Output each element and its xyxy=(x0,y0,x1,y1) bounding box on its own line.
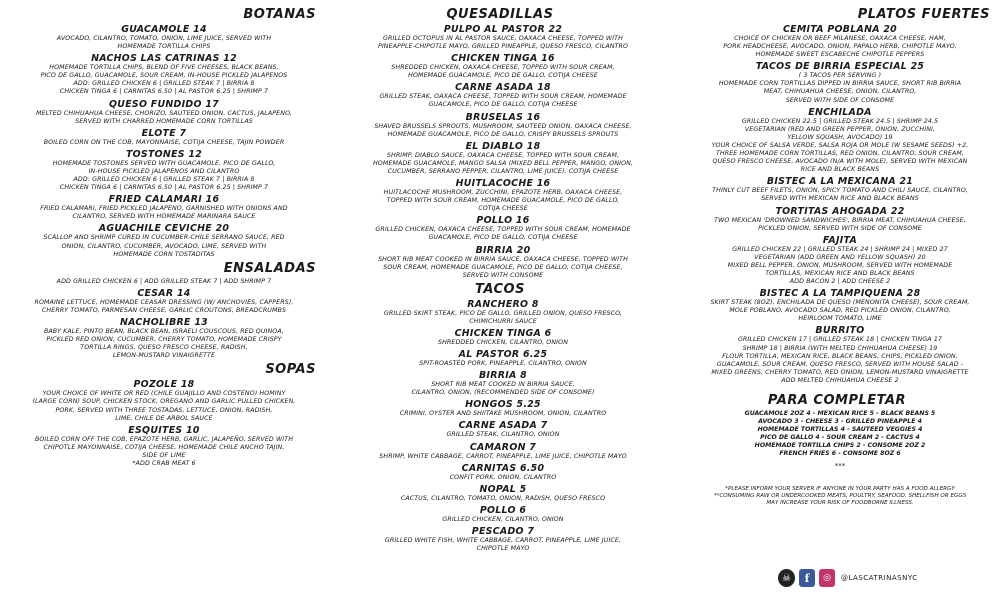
menu-item-description: QUESO FRESCO CHEESE, AVOCADO (N/A WITH MOLE), SERVED WITH MEXICAN xyxy=(712,158,968,166)
menu-item xyxy=(6,53,322,96)
menu-item-description: MEAT, CHIHUAHUA CHEESE, ONION, CILANTRO, xyxy=(763,88,917,96)
menu-item-description: BOILED CORN OFF THE COB, EPAZOTE HERB, GARLIC, JALAPEÑO, SERVED WITH xyxy=(34,435,294,443)
side-item-line: FRENCH FRIES 6 - CONSOME 8OZ 6 xyxy=(779,450,901,457)
note-line: *PLEASE INFORM YOUR SERVER IF ANYONE IN YOUR PARTY HAS A FOOD ALLERGY xyxy=(725,486,955,492)
menu-item-description: HOMEMADE GUACAMOLE, MANGO SALSA (MIXED BELL PEPPER, MANGO, ONION, xyxy=(372,159,634,167)
menu-item-name: AL PASTOR 6.25 xyxy=(458,349,548,361)
menu-item-description: GRILLED CHICKEN, OAXACA CHEESE, TOPPED WITH SOUR CREAM, HOMEMADE xyxy=(375,226,631,234)
menu-item xyxy=(338,112,668,139)
menu-item-name: BIRRIA 20 xyxy=(475,244,531,256)
menu-item-description: PINEAPPLE-CHIPOTLE MAYO, GRILLED PINEAPPLE, QUESO FRESCO, CILANTRO xyxy=(377,43,629,51)
menu-item-name: POLLO 6 xyxy=(479,504,527,516)
side-item-line: HOMEMADE TORTILLAS 4 - SAUTEED VEGGIES 4 xyxy=(757,426,923,433)
menu-item-description: SPIT-ROASTED PORK, PINEAPPLE, CILANTRO, ONION xyxy=(419,360,587,368)
menu-item-name: NOPAL 5 xyxy=(479,483,527,495)
menu-item xyxy=(338,505,668,524)
menu-item-description: PORK, SERVED WITH THREE TOSTADAS, LETTUCE, ONION, RADISH, xyxy=(55,406,273,414)
menu-item-description: GUACAMOLE, SOUR CREAM, QUESO FRESCO, SERVED WITH HOUSE SALAD - xyxy=(716,360,964,368)
menu-item-name: POLLO 16 xyxy=(476,215,530,227)
menu-item-name: CARNE ASADA 7 xyxy=(458,420,548,432)
menu-item-name: PESCADO 7 xyxy=(471,525,535,537)
menu-item-description: FRIED CALAMARI, FRIED PICKLED JALAPENO, GARNISHED WITH ONIONS AND xyxy=(40,205,288,213)
menu-item-description: SHREDDED CHICKEN, CILANTRO, ONION xyxy=(437,338,568,346)
menu-item-name: AGUACHILE CEVICHE 20 xyxy=(98,223,230,235)
side-item-line: GUACAMOLE 2OZ 4 - MEXICAN RICE 5 - BLACK BEANS 5 xyxy=(744,410,936,417)
menu-item xyxy=(684,235,996,286)
menu-item-description: VEGETARIAN (ADD GREEN AND YELLOW SQUASH) 20 xyxy=(754,253,926,261)
menu-item xyxy=(6,24,322,51)
menu-item-description: TORTILLAS, MEXICAN RICE AND BLACK BEANS xyxy=(765,269,915,277)
section-title-platos-fuertes: PLATOS FUERTES xyxy=(857,7,990,22)
menu-item-name: ELOTE 7 xyxy=(141,127,187,139)
menu-item-description: IN-HOUSE PICKLED JALAPENOS AND CILANTRO xyxy=(88,167,240,175)
menu-item-name: NACHOS LAS CATRINAS 12 xyxy=(91,53,237,65)
menu-item xyxy=(338,24,668,51)
allergy-notes xyxy=(684,486,996,507)
column-right xyxy=(684,6,996,597)
menu-item-description: CILANTRO, SERVED WITH HOMEMADE MARINARA SAUCE xyxy=(72,213,256,221)
menu-item xyxy=(338,349,668,368)
menu-item-description: CHERRY TOMATO, PARMESAN CHEESE, GARLIC CROUTONS, BREADCRUMBS xyxy=(41,306,287,314)
menu-item-name: CARNE ASADA 18 xyxy=(455,82,551,94)
menu-item-name: RANCHERO 8 xyxy=(467,298,539,310)
menu-item-description: BOILED CORN ON THE COB, MAYONNAISE, COTIJA CHEESE, TAJIN POWDER xyxy=(43,138,285,146)
social-bar xyxy=(778,569,918,587)
facebook-icon[interactable]: f xyxy=(799,569,815,587)
menu-item-description: SOUR CREAM, HOMEMADE GUACAMOLE, PICO DE GALLO, COTIJA CHEESE, xyxy=(383,263,623,271)
menu-item xyxy=(338,420,668,439)
menu-item xyxy=(6,194,322,221)
section-title-ensaladas: ENSALADAS xyxy=(223,260,316,276)
menu-item xyxy=(338,328,668,347)
menu-item-description: SIDE OF LIME xyxy=(142,451,186,459)
menu-item xyxy=(338,484,668,503)
menu-item-description: SHRIMP, DIABLO SAUCE, OAXACA CHEESE, TOPPED WITH SOUR CREAM, xyxy=(386,151,620,159)
menu-item-description: MOLE POBLANO, AVOCADO SALAD, RED PICKLED ONION, CILANTRO, xyxy=(729,307,951,315)
menu-item-description: HOMEMADE TOSTONES SERVED WITH GUACAMOLE, PICO DE GALLO, xyxy=(52,159,276,167)
menu-item-description: HEIRLOOM TOMATO, LIME xyxy=(798,315,882,323)
menu-item xyxy=(338,370,668,397)
menu-item-description: *ADD CRAB MEAT 6 xyxy=(132,460,196,467)
social-handle[interactable]: @LASCATRINASNYC xyxy=(841,574,918,582)
menu-item-description: GRILLED STEAK, CILANTRO, ONION xyxy=(446,431,560,439)
menu-item xyxy=(338,463,668,482)
menu-item-description: RICE AND BLACK BEANS xyxy=(800,166,880,174)
menu-item-description: YOUR CHOICE OF SALSA VERDE, SALSA ROJA OR MOLE (W SESAME SEEDS) +2, xyxy=(711,141,969,149)
menu-item-description: HOMEMADE GUACAMOLE, PICO DE GALLO, CRISPY BRUSSELS SPROUTS xyxy=(387,130,619,138)
menu-item-name: BURRITO xyxy=(815,325,865,337)
menu-item xyxy=(6,278,322,286)
menu-item-description: VEGETARIAN (RED AND GREEN PEPPER, ONION, ZUCCHINI, xyxy=(744,125,936,133)
menu-item-name: BISTEC A LA TAMPIQUENA 28 xyxy=(759,288,921,300)
menu-item-description: SCALLOP AND SHRIMP CURED IN CUCUMBER-CHILE SERRANO SAUCE, RED xyxy=(43,234,285,242)
menu-item xyxy=(684,288,996,323)
menu-item-description: SERVED WITH MEXICAN RICE AND BLACK BEANS xyxy=(761,195,919,203)
menu-item-name: POZOLE 18 xyxy=(133,379,195,391)
menu-item-description: (LARGE CORN) SOUP, CHICKEN STOCK, OREGANO AND GARLIC PULLED CHICKEN, xyxy=(32,398,296,406)
menu-item-description: FLOUR TORTILLA, MEXICAN RICE, BLACK BEANS, CHIPS, PICKLED ONION, xyxy=(722,352,958,360)
menu-item-description: GRILLED CHICKEN, CILANTRO, ONION xyxy=(442,515,564,523)
menu-item-description: CHIMICHURRI SAUCE xyxy=(469,317,537,325)
menu-item-description: CHICKEN TINGA 6 | CARNITAS 6.50 | AL PASTOR 6.25 | SHRIMP 7 xyxy=(59,184,269,192)
menu-item-description: ONION, CILANTRO, CUCUMBER, AVOCADO, LIME, SERVED WITH xyxy=(61,242,267,250)
menu-item-description: GUACAMOLE, PICO DE GALLO, COTIJA CHEESE xyxy=(428,101,578,109)
menu-item xyxy=(6,99,322,126)
menu-item-name: BIRRIA 8 xyxy=(478,370,527,382)
menu-item-description: GRILLED SKIRT STEAK, PICO DE GALLO, GRILLED ONION, QUESO FRESCO, xyxy=(383,309,623,317)
menu-item xyxy=(338,526,668,553)
menu-item-name: NACHOLIBRE 13 xyxy=(120,316,208,328)
menu-item-description: HOMEMADE TORTILLA CHIPS xyxy=(117,43,211,51)
menu-item xyxy=(338,141,668,176)
menu-item-description: PORK HEADCHEESE, AVOCADO, ONION, PAPALO HERB, CHIPOTLE MAYO, xyxy=(723,43,957,51)
menu-item-description: PICKLED RED ONION, CUCUMBER, CHERRY TOMATO, HOMEMADE CRISPY xyxy=(46,336,282,344)
menu-item-description: BABY KALE, PINTO BEAN, BLACK BEAN, ISRAELI COUSCOUS, RED QUINOA, xyxy=(43,327,284,335)
menu-item-description: HOMEMADE CORN TORTILLAS DIPPED IN BIRRIA SAUCE, SHORT RIB BIRRIA xyxy=(718,80,962,88)
menu-item-name: ESQUITES 10 xyxy=(128,424,200,436)
menu-item xyxy=(6,425,322,468)
menu-item-description: SERVED WITH CHARRED HOMEMADE CORN TORTILLAS xyxy=(75,117,253,125)
menu-item-description: SHRIMP 18 | BIRRIA (WITH MELTED CHIHUAHUA CHEESE) 19 xyxy=(742,344,938,352)
menu-item xyxy=(684,176,996,203)
menu-item-description: HOMEMADE GUACAMOLE, PICO DE GALLO, COTIJA CHEESE xyxy=(408,72,598,80)
menu-item-description: THINLY CUT BEEF FILETS, ONION, SPICY TOMATO AND CHILI SAUCE, CILANTRO, xyxy=(712,187,968,195)
menu-item-description: LIME, CHILE DE ARBOL SAUCE xyxy=(115,414,213,422)
menu-item xyxy=(6,317,322,360)
menu-item-description: GRILLED WHITE FISH, WHITE CABBAGE, CARROT, PINEAPPLE, LIME JUICE, xyxy=(384,536,622,544)
menu-item-name: CAMARON 7 xyxy=(469,441,537,453)
menu-item-name: ENCHILADA xyxy=(808,106,872,118)
menu-item-description: SERVED WITH CONSOME xyxy=(462,271,544,279)
menu-item-name: CHICKEN TINGA 6 xyxy=(454,327,552,339)
menu-item-name: BISTEC A LA MEXICANA 21 xyxy=(766,176,914,188)
menu-item xyxy=(338,245,668,280)
menu-item xyxy=(6,288,322,315)
menu-item-name: CEMITA POBLANA 20 xyxy=(782,24,897,35)
menu-item-description: COTIJA CHEESE xyxy=(478,205,528,213)
menu-item-name: BRUSELAS 16 xyxy=(465,111,541,123)
menu-item-description: SKIRT STEAK (8OZ), ENCHILADA DE QUESO (MENONITA CHEESE), SOUR CREAM, xyxy=(710,299,970,307)
instagram-icon[interactable]: ◎ xyxy=(819,569,835,587)
menu-item-description: ADD BACON 2 | ADD CHEESE 2 xyxy=(789,278,891,286)
menu-item-description: THREE HOMEMADE CORN TORTILLAS, RED ONION, CILANTRO, SOUR CREAM, xyxy=(715,150,965,158)
menu-item-description: ROMAINE LETTUCE, HOMEMADE CEASAR DRESSING (W/ ANCHOVIES, CAPPERS), xyxy=(34,298,294,306)
menu-item-description: SHAVED BRUSSELS SPROUTS, MUSHROOM, SAUTEED ONION, OAXACA CHEESE, xyxy=(374,122,632,130)
menu-item xyxy=(684,107,996,175)
side-item-line: HOMEMADE TORTILLA CHIPS 2 - CONSOME 2OZ 2 xyxy=(754,442,926,449)
menu-item-description: HOMEMADE SWEET ESCABECHE CHIPOTLE PEPPERS xyxy=(755,51,925,59)
para-completar xyxy=(684,393,996,470)
menu-item xyxy=(338,399,668,418)
menu-item xyxy=(338,215,668,242)
menu-item-description: ADD GRILLED CHICKEN 6 | ADD GRILLED STEAK 7 | ADD SHRIMP 7 xyxy=(56,277,272,285)
menu-item-description: CILANTRO, ONION, (RECOMMENDED SIDE OF CONSOME) xyxy=(411,389,595,397)
menu-item-description: CHOICE OF CHICKEN OR BEEF MILANESE, OAXACA CHEESE, HAM, xyxy=(734,35,946,42)
menu-item-description: ADD: GRILLED CHICKEN 6 | GRILLED STEAK 7 | BIRRIA 8 xyxy=(73,176,255,184)
menu-item-description: MIXED BELL PEPPER, ONION, MUSHROOM, SERVED WITH HOMEMADE xyxy=(727,261,953,269)
menu-item xyxy=(338,442,668,461)
menu-item-description: ADD: GRILLED CHICKEN 6 | GRILLED STEAK 7 | BIRRIA 8 xyxy=(73,80,255,88)
menu-item-description: HOMEMADE CORN TOSTADITAS xyxy=(113,250,215,258)
menu-item xyxy=(6,223,322,258)
menu-item-description: GRILLED CHICKEN 22 | GRILLED STEAK 24 | SHRIMP 24 | MIXED 27 xyxy=(732,245,948,253)
menu-item-name: QUESO FUNDIDO 17 xyxy=(109,98,219,110)
section-title-para-completar: PARA COMPLETAR xyxy=(767,393,907,408)
menu-item-description: YOUR CHOICE OF WHITE OR RED (CHILE GUAJILLO AND COSTENO) HOMINY xyxy=(42,390,286,398)
menu-item-description: SHRIMP, WHITE CABBAGE, CARROT, PINEAPPLE, LIME JUICE, CHIPOTLE MAYO xyxy=(379,452,627,460)
menu-item-name: PULPO AL PASTOR 22 xyxy=(443,24,563,35)
note-line: MAY INCREASE YOUR RISK OF FOODBORNE ILLNESS. xyxy=(766,500,914,506)
menu-item-description: YELLOW SQUASH, AVOCADO) 19 xyxy=(787,133,893,141)
menu-item-description: TOPPED WITH SOUR CREAM, HOMEMADE GUACAMOLE, PICO DE GALLO, xyxy=(386,197,620,205)
menu-item xyxy=(338,178,668,213)
menu-item-description: GRILLED CHICKEN 22.5 | GRILLED STEAK 24.5 | SHRIMP 24.5 xyxy=(741,117,939,125)
menu-item-description: CRIMINI, OYSTER AND SHIITAKE MUSHROOM, ONION, CILANTRO xyxy=(399,410,607,418)
menu-item-description: HOMEMADE TORTILLA CHIPS, BLEND OF FIVE CHEESES, BLACK BEANS, xyxy=(49,64,279,72)
menu-item-name: CHICKEN TINGA 16 xyxy=(451,53,555,65)
menu-item-description: PICKLED ONION, SERVED WITH SIDE OF CONSOME xyxy=(758,224,922,232)
menu-item xyxy=(338,82,668,109)
menu-item xyxy=(684,24,996,59)
menu-item xyxy=(6,128,322,147)
menu-item-description: GRILLED STEAK, OAXACA CHEESE, TOPPED WITH SOUR CREAM, HOMEMADE xyxy=(379,93,627,101)
menu-item-description: TORTILLA RINGS, QUESO FRESCO CHEESE, RADISH, xyxy=(80,344,248,352)
section-title-botanas: BOTANAS xyxy=(243,7,316,22)
section-title-sopas: SOPAS xyxy=(265,362,316,378)
menu-item xyxy=(338,53,668,80)
menu-item-name: TORTITAS AHOGADA 22 xyxy=(775,205,905,217)
section-title-tacos: TACOS xyxy=(475,281,525,297)
menu-item-description: CONFIT PORK, ONION, CILANTRO xyxy=(449,473,557,481)
column-left xyxy=(6,6,322,597)
menu-item-description: CHICKEN TINGA 6 | CARNITAS 6.50 | AL PASTOR 6.25 | SHRIMP 7 xyxy=(59,88,269,96)
menu-item-name: FAJITA xyxy=(822,234,858,246)
menu-item-description: AVOCADO, CILANTRO, TOMATO, ONION, LIME JUICE, SERVED WITH xyxy=(56,35,272,42)
menu-item-name: EL DIABLO 18 xyxy=(465,140,541,152)
menu-item-description: CACTUS, CILANTRO, TOMATO, ONION, RADISH, QUESO FRESCO xyxy=(400,494,606,502)
menu-item-description: GRILLED CHICKEN 17 | GRILLED STEAK 18 | CHICKEN TINGA 17 xyxy=(737,336,943,344)
menu-item xyxy=(6,149,322,192)
menu-item-description: ( 3 TACOS PER SERVING ) xyxy=(798,72,882,80)
menu-item xyxy=(684,61,996,104)
menu-item-description: CUCUMBER, SERRANO PEPPER, CILANTRO, LIME JUICE), COTIJA CHEESE xyxy=(387,167,619,175)
menu-item-name: CESAR 14 xyxy=(137,287,191,299)
menu-item xyxy=(684,206,996,233)
menu-item-description: HUITLACOCHE MUSHROOM, ZUCCHINI, EPAZOTE HERB, OAXACA CHEESE, xyxy=(383,189,623,197)
menu-item-description: GRILLED OCTOPUS IN AL PASTOR SAUCE, OAXACA CHEESE, TOPPED WITH xyxy=(383,35,623,42)
menu-item-description: SHORT RIB MEAT COOKED IN BIRRIA SAUCE, OAXACA CHEESE, TOPPED WITH xyxy=(378,255,628,263)
menu-item-description: MIXED GREENS, CHERRY TOMATO, RED ONION, LEMON-MUSTARD VINAIGRETTE xyxy=(711,368,969,376)
menu-item-name: TACOS DE BIRRIA ESPECIAL 25 xyxy=(755,61,925,73)
menu-item-description: TWO MEXICAN 'DROWNED SANDWICHES', BIRRIA MEAT, CHIHUAHUA CHEESE, xyxy=(714,216,966,224)
stars-divider: *** xyxy=(834,462,846,470)
section-title-quesadillas: QUESADILLAS xyxy=(446,7,554,22)
menu-item-name: TOSTONES 12 xyxy=(125,148,203,160)
menu-item xyxy=(6,379,322,422)
menu-item-description: ADD MELTED CHIHUAHUA CHEESE 2 xyxy=(781,376,899,384)
menu-item-name: FRIED CALAMARI 16 xyxy=(108,194,220,206)
menu-item-description: SHORT RIB MEAT COOKED IN BIRRIA SAUCE, xyxy=(431,381,575,389)
menu-item-description: SHREDDED CHICKEN, OAXACA CHEESE, TOPPED WITH SOUR CREAM, xyxy=(391,64,615,72)
side-item-line: AVOCADO 3 - CHEESE 3 - GRILLED PINEAPPLE 4 xyxy=(758,418,922,425)
menu-item-name: GUACAMOLE 14 xyxy=(121,24,207,35)
menu-item-description: PICO DE GALLO, GUACAMOLE, SOUR CREAM, IN-HOUSE PICKLED JALAPENOS xyxy=(40,72,288,80)
menu-item-description: GUACAMOLE, PICO DE GALLO, COTIJA CHEESE xyxy=(428,234,578,242)
menu-item-description: CHIPOTLE MAYO xyxy=(476,545,530,552)
column-middle xyxy=(338,6,668,597)
menu-item xyxy=(338,299,668,326)
note-line: **CONSUMING RAW OR UNDERCOOKED MEATS, POULTRY, SEAFOOD, SHELLFISH OR EGGS xyxy=(713,493,967,499)
menu-item-description: LEMON-MUSTARD VINAIGRETTE xyxy=(112,352,216,360)
skull-icon: ☠ xyxy=(778,569,795,587)
menu-item-name: CARNITAS 6.50 xyxy=(461,462,545,474)
menu-item-name: HUITLACOCHE 16 xyxy=(455,178,551,190)
menu-item-description: MELTED CHIHUAHUA CHEESE, CHORIZO, SAUTEED ONION, CACTUS, JALAPENO, xyxy=(36,109,292,117)
side-item-line: PICO DE GALLO 4 - SOUR CREAM 2 - CACTUS 4 xyxy=(760,434,920,441)
menu-item xyxy=(684,325,996,385)
menu-item-description: SERVED WITH SIDE OF CONSOME xyxy=(785,96,895,104)
menu-item-description: CHIPOTLE MAYONNAISE, COTIJA CHEESE, HOMEMADE CHILE ANCHO TAJIN, xyxy=(43,443,285,451)
menu-item-name: HONGOS 5.25 xyxy=(465,399,541,411)
